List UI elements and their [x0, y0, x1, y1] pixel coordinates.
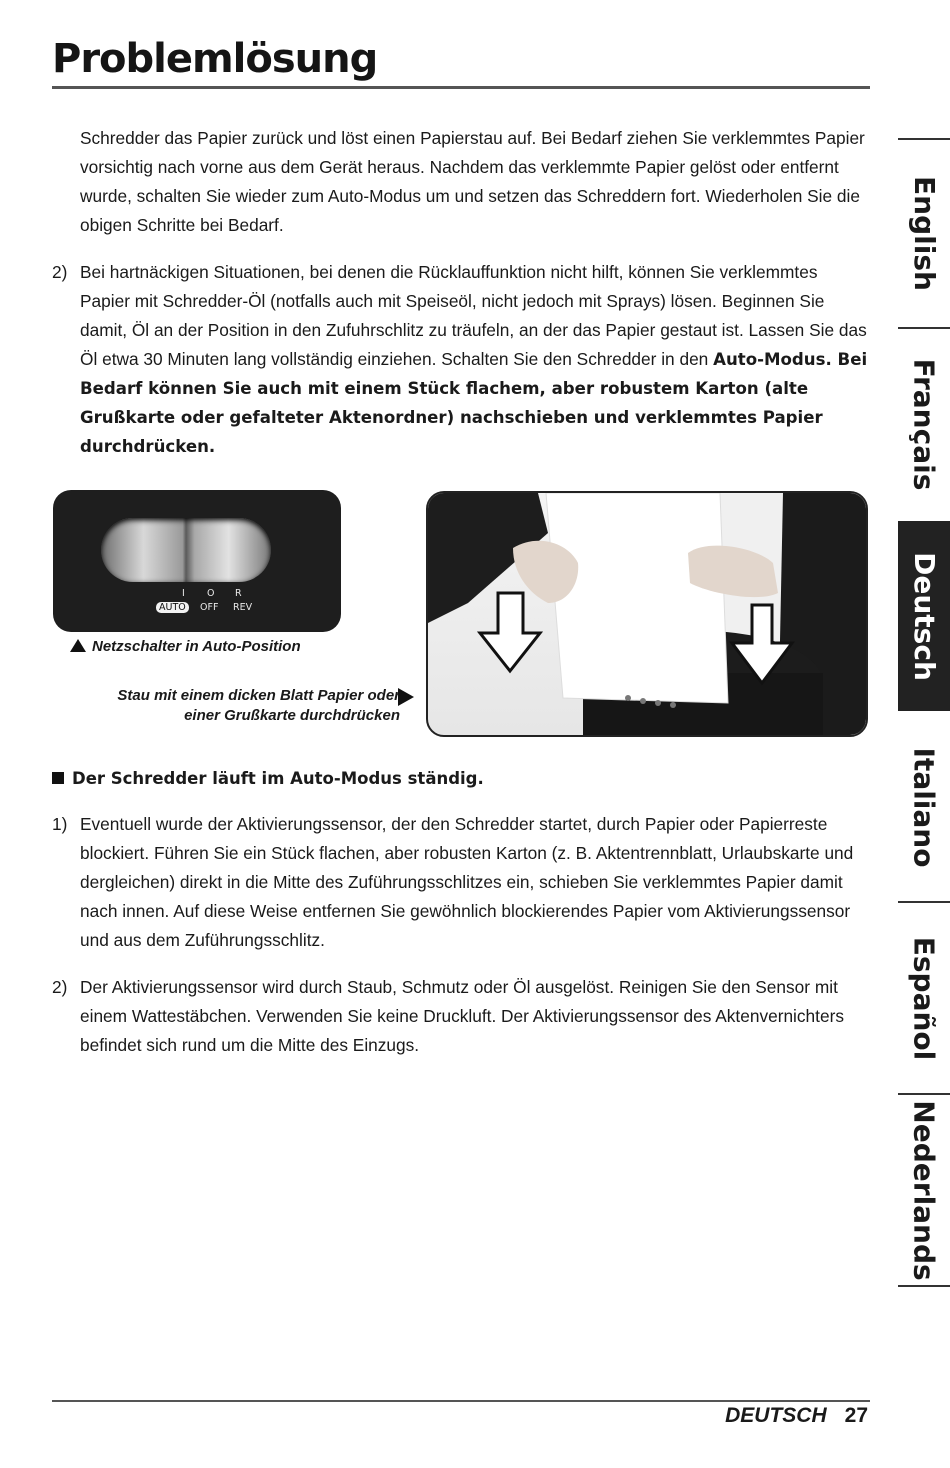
- list-item: [52, 810, 872, 955]
- switch-label-off: OFF: [200, 602, 219, 613]
- list-number: 2): [52, 977, 68, 997]
- list-text-regular: Bei hartnäckigen Situationen, bei denen die Rücklauffunktion nicht hilft, können Sie verklemmtes Papier mit Schredder-Öl (notfalls auch mit Speiseöl, nicht jedoch mit Sprays) lösen. Beginnen Sie damit, Öl an der Position in den Zufuhrschlitz zu träufeln, an der das Papier gestaut ist. Lassen Sie das Öl etwa 30 Minuten lang vollständig einziehen. Schalten Sie den Schredder in den: [80, 262, 867, 369]
- tab-francais[interactable]: Français: [907, 358, 941, 490]
- tab-italiano[interactable]: Italiano: [907, 747, 941, 867]
- switch-label-auto: AUTO: [156, 602, 189, 613]
- list-text: [80, 258, 872, 461]
- shredder-jam-photo: [426, 491, 868, 737]
- list-text: Der Aktivierungssensor wird durch Staub, Schmutz oder Öl ausgelöst. Reinigen Sie den Sensor mit einem Wattestäbchen. Verwenden Sie keine Druckluft. Der Aktivierungssensor des Aktenvernichters befindet sich rund um die Mitte des Einzugs.: [80, 977, 844, 1055]
- shredder-illustration: [428, 493, 868, 737]
- page-footer: [725, 1404, 868, 1428]
- tab-divider: [898, 1285, 950, 1287]
- continuation-text: Schredder das Papier zurück und löst einen Papierstau auf. Bei Bedarf ziehen Sie verklemmtes Papier vorsichtig nach vorne aus dem Gerät heraus. Nachdem das verklemmte Papier gelöst oder entfernt wurde, schalten Sie wieder zum Auto-Modus um und setzen das Schreddern fort. Wiederholen Sie die obigen Schritte bei Bedarf.: [80, 128, 865, 235]
- switch-label-r: R: [235, 588, 242, 599]
- list-number: 2): [52, 262, 68, 282]
- list-text: Eventuell wurde der Aktivierungssensor, der den Schredder startet, durch Papier oder Papierreste blockiert. Führen Sie ein Stück flachen, aber robusten Karton (z. B. Aktentrennblatt, Urlaubskarte und dergleichen) direkt in die Mitte des Zuführungsschlitzes ein, schieben Sie verklemmtes Papier damit nach innen. Auf diese Weise entfernen Sie gewöhnlich blockierendes Papier vom Aktivierungssensor und aus dem Zuführungsschlitz.: [80, 814, 854, 950]
- triangle-right-icon: [398, 688, 414, 706]
- switch-label-i: I: [182, 588, 185, 599]
- switch-label-o: O: [207, 588, 215, 599]
- continuation-paragraph: [52, 124, 872, 240]
- page-number: 27: [844, 1404, 868, 1427]
- tab-nederlands[interactable]: Nederlands: [907, 1099, 941, 1281]
- section-heading: Der Schredder läuft im Auto-Modus ständig.: [52, 769, 484, 788]
- title-divider: [52, 86, 870, 89]
- figure-caption-switch: Netzschalter in Auto-Position: [70, 638, 301, 655]
- footer-section-label: DEUTSCH: [725, 1404, 827, 1427]
- power-switch: [101, 518, 271, 582]
- square-bullet-icon: [52, 772, 64, 784]
- footer-divider: [52, 1400, 870, 1402]
- list-item: [52, 973, 872, 1060]
- power-switch-photo: [53, 490, 341, 632]
- triangle-up-icon: [70, 639, 86, 652]
- tab-deutsch[interactable]: Deutsch: [898, 521, 950, 711]
- tab-english[interactable]: English: [907, 176, 941, 291]
- tab-espanol[interactable]: Español: [907, 936, 941, 1060]
- switch-label-rev: REV: [233, 602, 253, 613]
- list-item: [52, 258, 872, 461]
- figure-caption-jam: Stau mit einem dicken Blatt Papier oder einer Grußkarte durchdrücken: [117, 687, 400, 724]
- page-title: Problemlösung: [52, 36, 378, 82]
- list-number: 1): [52, 814, 68, 834]
- list-text-bold: Auto-Modus. Bei Bedarf können Sie auch mit einem Stück flachem, aber robustem Karton (alte Grußkarte oder gefalteter Aktenordner) nachschieben und verklemmtes Papier durchdrücken.: [80, 350, 868, 456]
